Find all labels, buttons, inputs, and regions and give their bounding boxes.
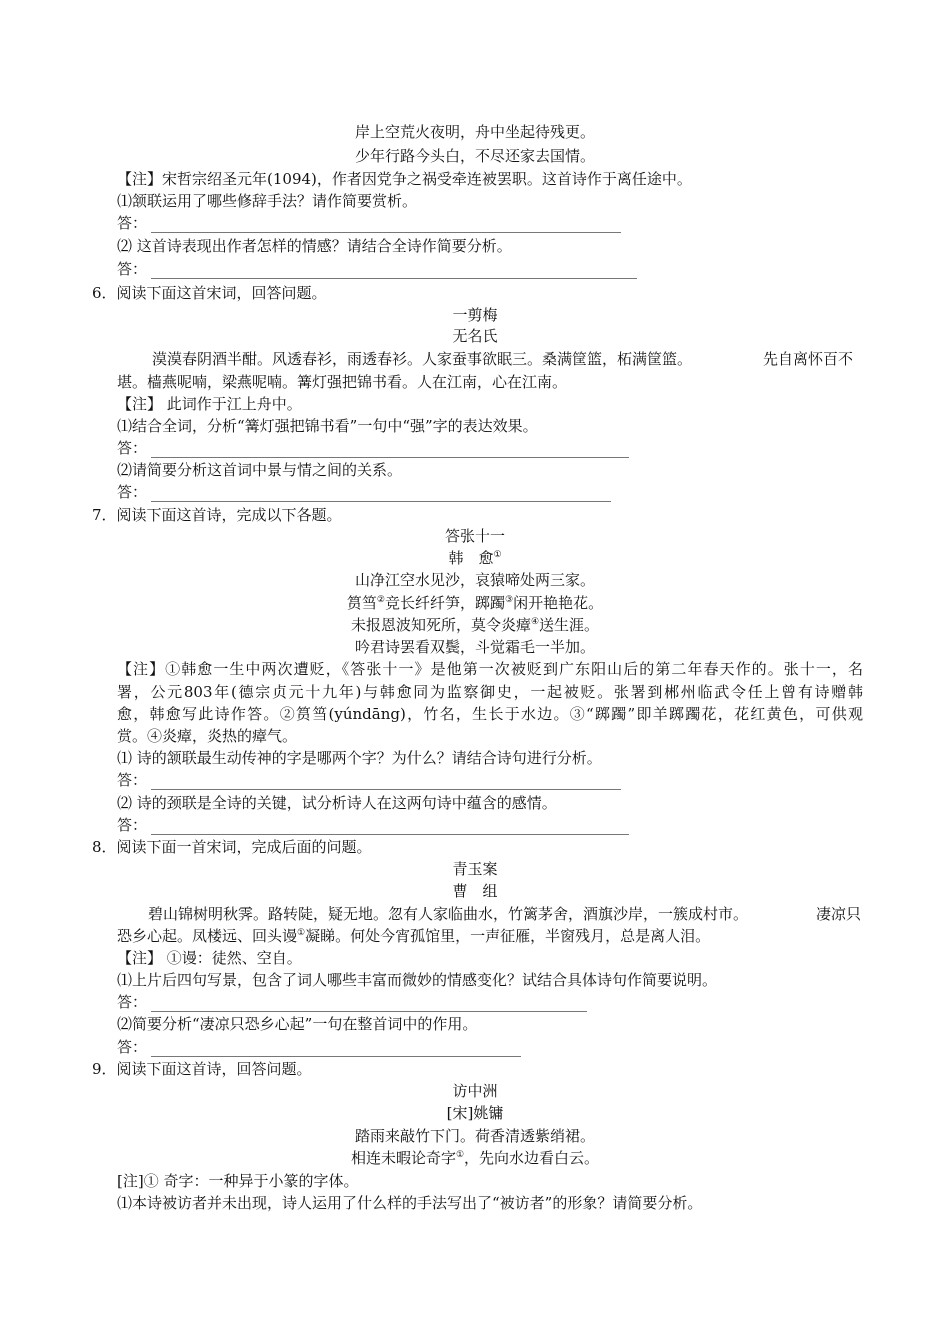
note: [注]① 奇字：一种异于小篆的字体。 — [117, 1172, 359, 1190]
note: 【注】①韩愈一生中两次遭贬，《答张十一》是他第一次被贬到广东阳山后的第二年春天作的。张十一，名 — [117, 660, 863, 678]
answer-blank[interactable] — [151, 1042, 521, 1057]
answer-blank[interactable] — [151, 218, 621, 233]
poem-line: 踏雨来敲竹下门。荷香清透紫绡裙。 — [354, 1127, 595, 1145]
poem-line: 少年行路今头白，不尽还家去国情。 — [354, 147, 595, 165]
poem-author: 韩 愈① — [448, 549, 502, 567]
question-heading: 8．阅读下面一首宋词，完成后面的问题。 — [92, 838, 372, 856]
sub-question: ⑴本诗被访者并未出现，诗人运用了什么样的手法写出了“被访者”的形象？请简要分析。 — [117, 1194, 703, 1212]
answer-label: 答： — [117, 1038, 148, 1056]
answer-row — [117, 438, 629, 458]
answer-blank[interactable] — [151, 775, 621, 790]
poem-line: 筼筜②竞长纤纤笋，踯躅③闲开艳艳花。 — [346, 594, 604, 612]
answer-blank[interactable] — [151, 820, 629, 835]
poem-line: 相连未暇论奇字①，先向水边看白云。 — [350, 1149, 600, 1167]
answer-label: 答： — [117, 993, 148, 1011]
poem-title: 答张十一 — [444, 527, 505, 545]
question-heading: 9．阅读下面这首诗，回答问题。 — [92, 1060, 312, 1078]
poem-body: 先自离怀百不 — [763, 350, 854, 368]
answer-blank[interactable] — [151, 997, 587, 1012]
poem-author: 无名氏 — [452, 327, 498, 345]
answer-row — [117, 259, 637, 279]
answer-blank[interactable] — [151, 487, 611, 502]
answer-label: 答： — [117, 771, 148, 789]
poem-title: 访中洲 — [452, 1082, 498, 1100]
answer-row — [117, 213, 621, 233]
sub-question: ⑵ 这首诗表现出作者怎样的情感？请结合全诗作简要分析。 — [117, 237, 512, 255]
answer-label: 答： — [117, 483, 148, 501]
sub-question: ⑴颔联运用了哪些修辞手法？请作简要赏析。 — [117, 192, 418, 210]
question-heading: 7．阅读下面这首诗，完成以下各题。 — [92, 506, 342, 524]
poem-body: 漠漠春阴酒半酣。风透春衫，雨透春衫。人家蚕事欲眠三。桑满筐篮，柘满筐篮。 — [152, 350, 693, 368]
sub-question: ⑴ 诗的颔联最生动传神的字是哪两个字？为什么？请结合诗句进行分析。 — [117, 749, 602, 767]
answer-blank[interactable] — [151, 264, 637, 279]
poem-body: 堪。樯燕呢喃，梁燕呢喃。篝灯强把锦书看。人在江南，心在江南。 — [117, 373, 568, 391]
poem-title: 一剪梅 — [452, 306, 498, 324]
poem-author: [宋]姚镛 — [446, 1104, 504, 1122]
sub-question: ⑵ 诗的颈联是全诗的关键，试分析诗人在这两句诗中蕴含的感情。 — [117, 794, 557, 812]
sub-question: ⑴结合全词，分析“篝灯强把锦书看”一句中“强”字的表达效果。 — [117, 417, 538, 435]
poem-title: 青玉案 — [452, 860, 498, 878]
note: 【注】宋哲宗绍圣元年(1094)，作者因党争之祸受牵连被罢职。这首诗作于离任途中。 — [117, 170, 692, 188]
answer-label: 答： — [117, 214, 148, 232]
answer-label: 答： — [117, 816, 148, 834]
answer-blank[interactable] — [151, 443, 629, 458]
poem-line: 岸上空荒火夜明，舟中坐起待残更。 — [354, 123, 595, 141]
answer-row — [117, 770, 621, 790]
answer-row — [117, 482, 611, 502]
answer-label: 答： — [117, 260, 148, 278]
note: 【注】 ①谩：徒然、空自。 — [117, 949, 302, 967]
answer-row — [117, 1037, 521, 1057]
answer-label: 答： — [117, 439, 148, 457]
sub-question: ⑴上片后四句写景，包含了词人哪些丰富而微妙的情感变化？试结合具体诗句作简要说明。 — [117, 971, 718, 989]
poem-author: 曹 组 — [452, 882, 498, 900]
note: 赏。④炎瘴，炎热的瘴气。 — [117, 727, 298, 745]
poem-line: 山净江空水见沙，哀猿啼处两三家。 — [354, 571, 595, 589]
poem-body: 碧山锦树明秋霁。路转陡，疑无地。忽有人家临曲水，竹篱茅舍，酒旗沙岸，一簇成村市。 — [148, 905, 749, 923]
sub-question: ⑵简要分析“凄凉只恐乡心起”一句在整首词中的作用。 — [117, 1015, 478, 1033]
note: 【注】 此词作于江上舟中。 — [117, 395, 302, 413]
poem-line: 吟君诗罢看双鬓，斗觉霜毛一半加。 — [354, 638, 595, 656]
poem-body: 凄凉只 — [816, 905, 862, 923]
sub-question: ⑵请简要分析这首词中景与情之间的关系。 — [117, 461, 403, 479]
poem-line: 未报恩波知死所，莫令炎瘴④送生涯。 — [350, 616, 600, 634]
answer-row — [117, 815, 629, 835]
note: 署，公元803年(德宗贞元十九年)与韩愈同为监察御史，一起被贬。张署到郴州临武令任上曾有诗赠韩 — [117, 683, 863, 701]
poem-body: 恐乡心起。凤楼远、回头谩①凝睇。何处今宵孤馆里，一声征雁，半窗残月，总是离人泪。 — [117, 927, 711, 945]
note: 愈，韩愈写此诗作答。②筼筜(yúndāng)，竹名，生长于水边。③“踯躅”即羊踯躅花，花红黄色，可供观 — [117, 705, 863, 723]
answer-row — [117, 992, 587, 1012]
question-heading: 6．阅读下面这首宋词，回答问题。 — [92, 284, 327, 302]
